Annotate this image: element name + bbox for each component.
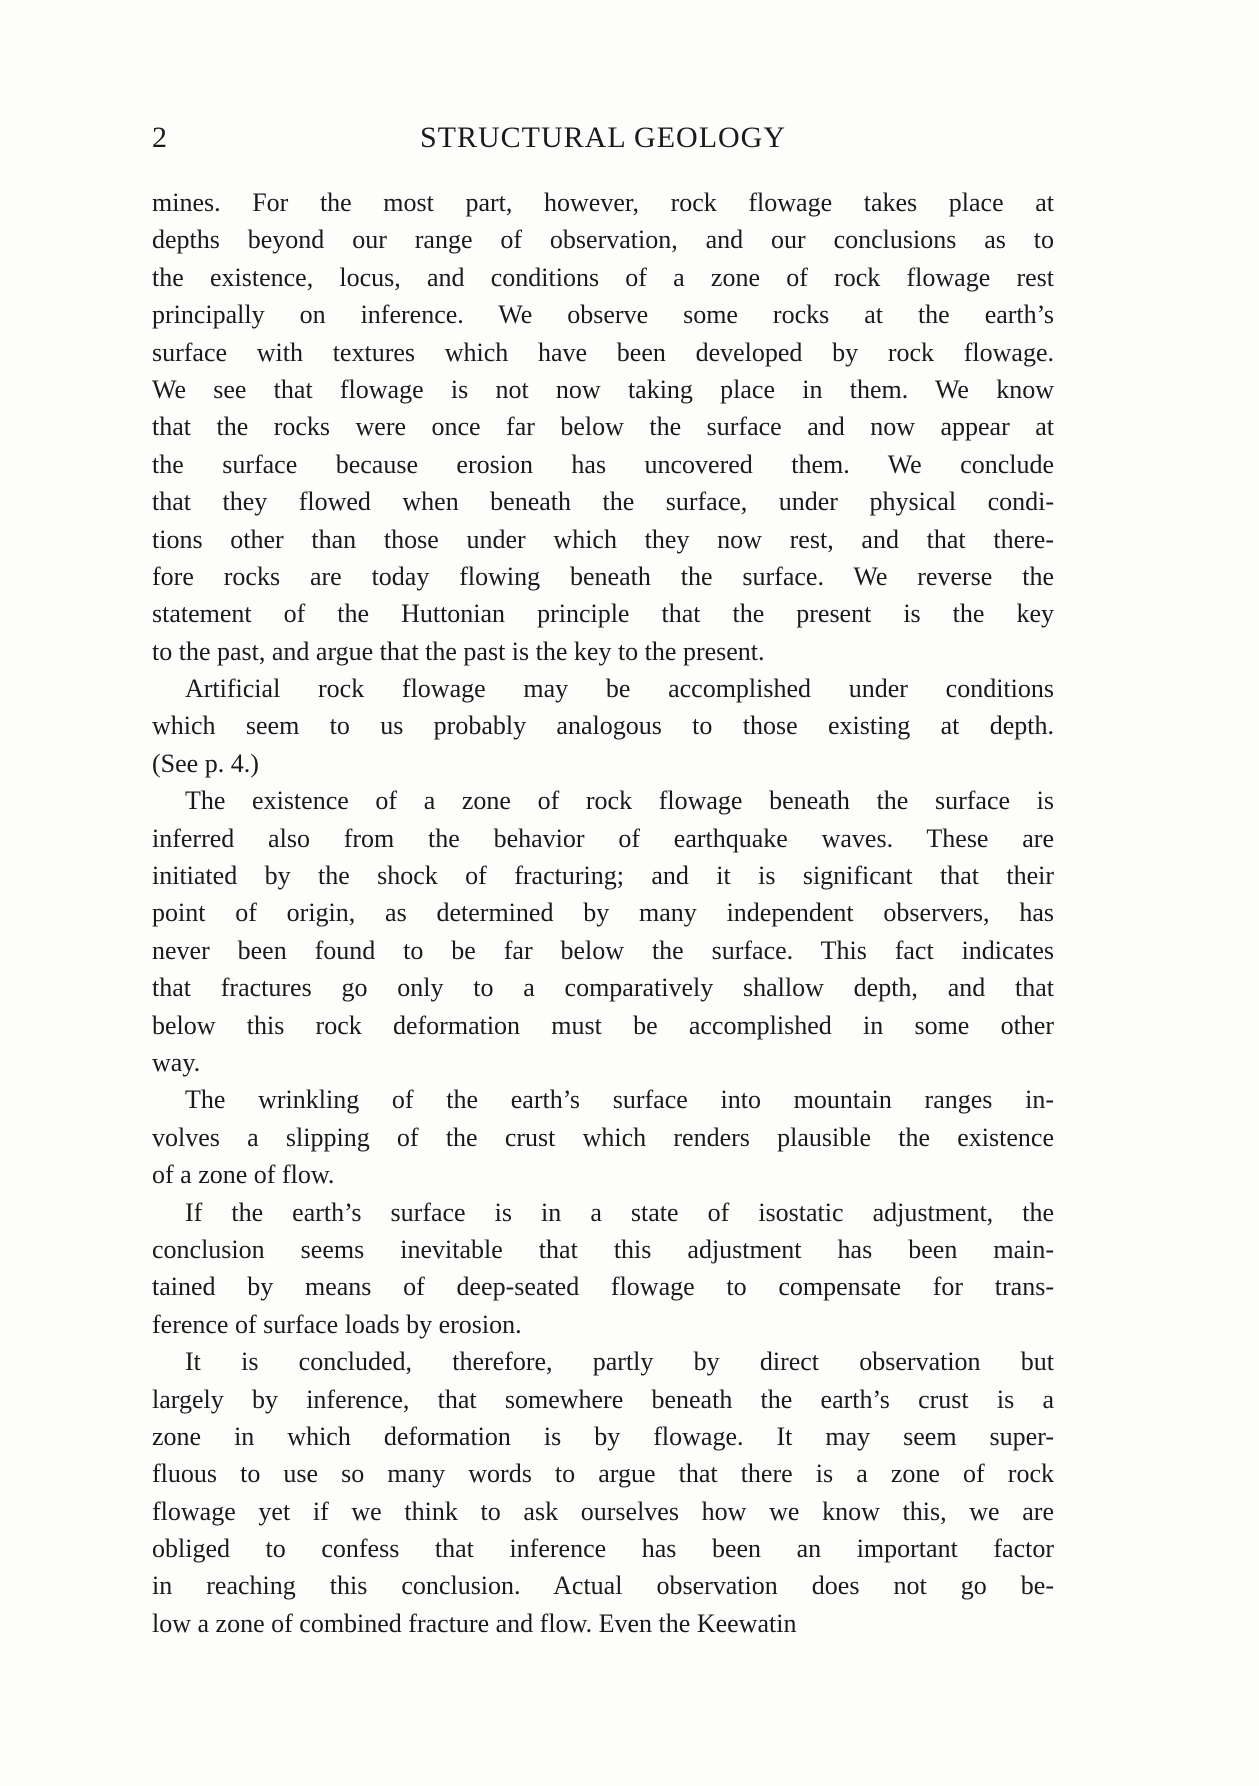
paragraph <box>152 782 1054 1081</box>
text-line: conclusion seems inevitable that this adjustment has been main- <box>152 1234 1054 1264</box>
text-line: statement of the Huttonian principle that the present is the key <box>152 599 1054 629</box>
body-text <box>152 184 1054 1642</box>
text-line: ference of surface loads by erosion. <box>152 1309 522 1339</box>
text-line: the surface because erosion has uncovered them. We conclude <box>152 449 1054 479</box>
text-line: obliged to confess that inference has been an important factor <box>152 1534 1054 1564</box>
text-line: If the earth’s surface is in a state of isostatic adjustment, the <box>185 1197 1054 1227</box>
text-line: largely by inference, that somewhere beneath the earth’s crust is a <box>152 1384 1054 1414</box>
text-line: to the past, and argue that the past is the key to the present. <box>152 636 765 666</box>
text-line: fore rocks are today flowing beneath the surface. We reverse the <box>152 561 1054 591</box>
running-title: STRUCTURAL GEOLOGY <box>419 121 787 154</box>
text-line: principally on inference. We observe some rocks at the earth’s <box>152 300 1054 330</box>
text-line: (See p. 4.) <box>152 748 259 778</box>
text-line: that the rocks were once far below the surface and now appear at <box>152 412 1054 442</box>
text-line: surface with textures which have been developed by rock flowage. <box>152 337 1054 367</box>
running-head <box>152 118 1054 158</box>
text-line: point of origin, as determined by many independent observers, has <box>152 898 1054 928</box>
text-line: way. <box>152 1047 201 1077</box>
paragraph <box>152 670 1054 782</box>
text-line: that they flowed when beneath the surface, under physical condi- <box>152 487 1054 517</box>
text-line: tained by means of deep-seated flowage to compensate for trans- <box>152 1272 1054 1302</box>
page-number: 2 <box>152 121 167 154</box>
text-line: never been found to be far below the surface. This fact indicates <box>152 935 1054 965</box>
text-line: mines. For the most part, however, rock flowage takes place at <box>152 188 1054 217</box>
text-line: tions other than those under which they now rest, and that there- <box>152 524 1054 554</box>
text-line: volves a slipping of the crust which renders plausible the existence <box>152 1122 1054 1152</box>
text-line: initiated by the shock of fracturing; and it is significant that their <box>152 861 1054 891</box>
text-line: zone in which deformation is by flowage. It may seem super- <box>152 1421 1054 1451</box>
paragraph <box>152 1343 1054 1642</box>
text-line: We see that flowage is not now taking place in them. We know <box>152 374 1054 404</box>
paragraph <box>152 184 1054 670</box>
text-line: fluous to use so many words to argue that there is a zone of rock <box>152 1459 1054 1489</box>
text-line: The existence of a zone of rock flowage beneath the surface is <box>185 786 1054 816</box>
text-line: inferred also from the behavior of earthquake waves. These are <box>152 823 1054 853</box>
text-line: that fractures go only to a comparatively shallow depth, and that <box>152 973 1054 1003</box>
paragraph <box>152 1194 1054 1344</box>
paragraph <box>152 1081 1054 1193</box>
text-line: the existence, locus, and conditions of a zone of rock flowage rest <box>152 262 1054 292</box>
text-line: depths beyond our range of observation, and our conclusions as to <box>152 225 1054 255</box>
text-line: Artificial rock flowage may be accomplished under conditions <box>185 674 1054 704</box>
text-line: in reaching this conclusion. Actual observation does not go be- <box>152 1571 1054 1601</box>
text-line: flowage yet if we think to ask ourselves how we know this, we are <box>152 1496 1054 1526</box>
text-line: of a zone of flow. <box>152 1160 335 1190</box>
text-line: The wrinkling of the earth’s surface into mountain ranges in- <box>185 1085 1054 1115</box>
text-line: low a zone of combined fracture and flow. Even the Keewatin <box>152 1608 797 1638</box>
text-line: It is concluded, therefore, partly by direct observation but <box>185 1347 1054 1377</box>
text-line: which seem to us probably analogous to those existing at depth. <box>152 711 1054 741</box>
text-line: below this rock deformation must be accomplished in some other <box>152 1010 1054 1040</box>
